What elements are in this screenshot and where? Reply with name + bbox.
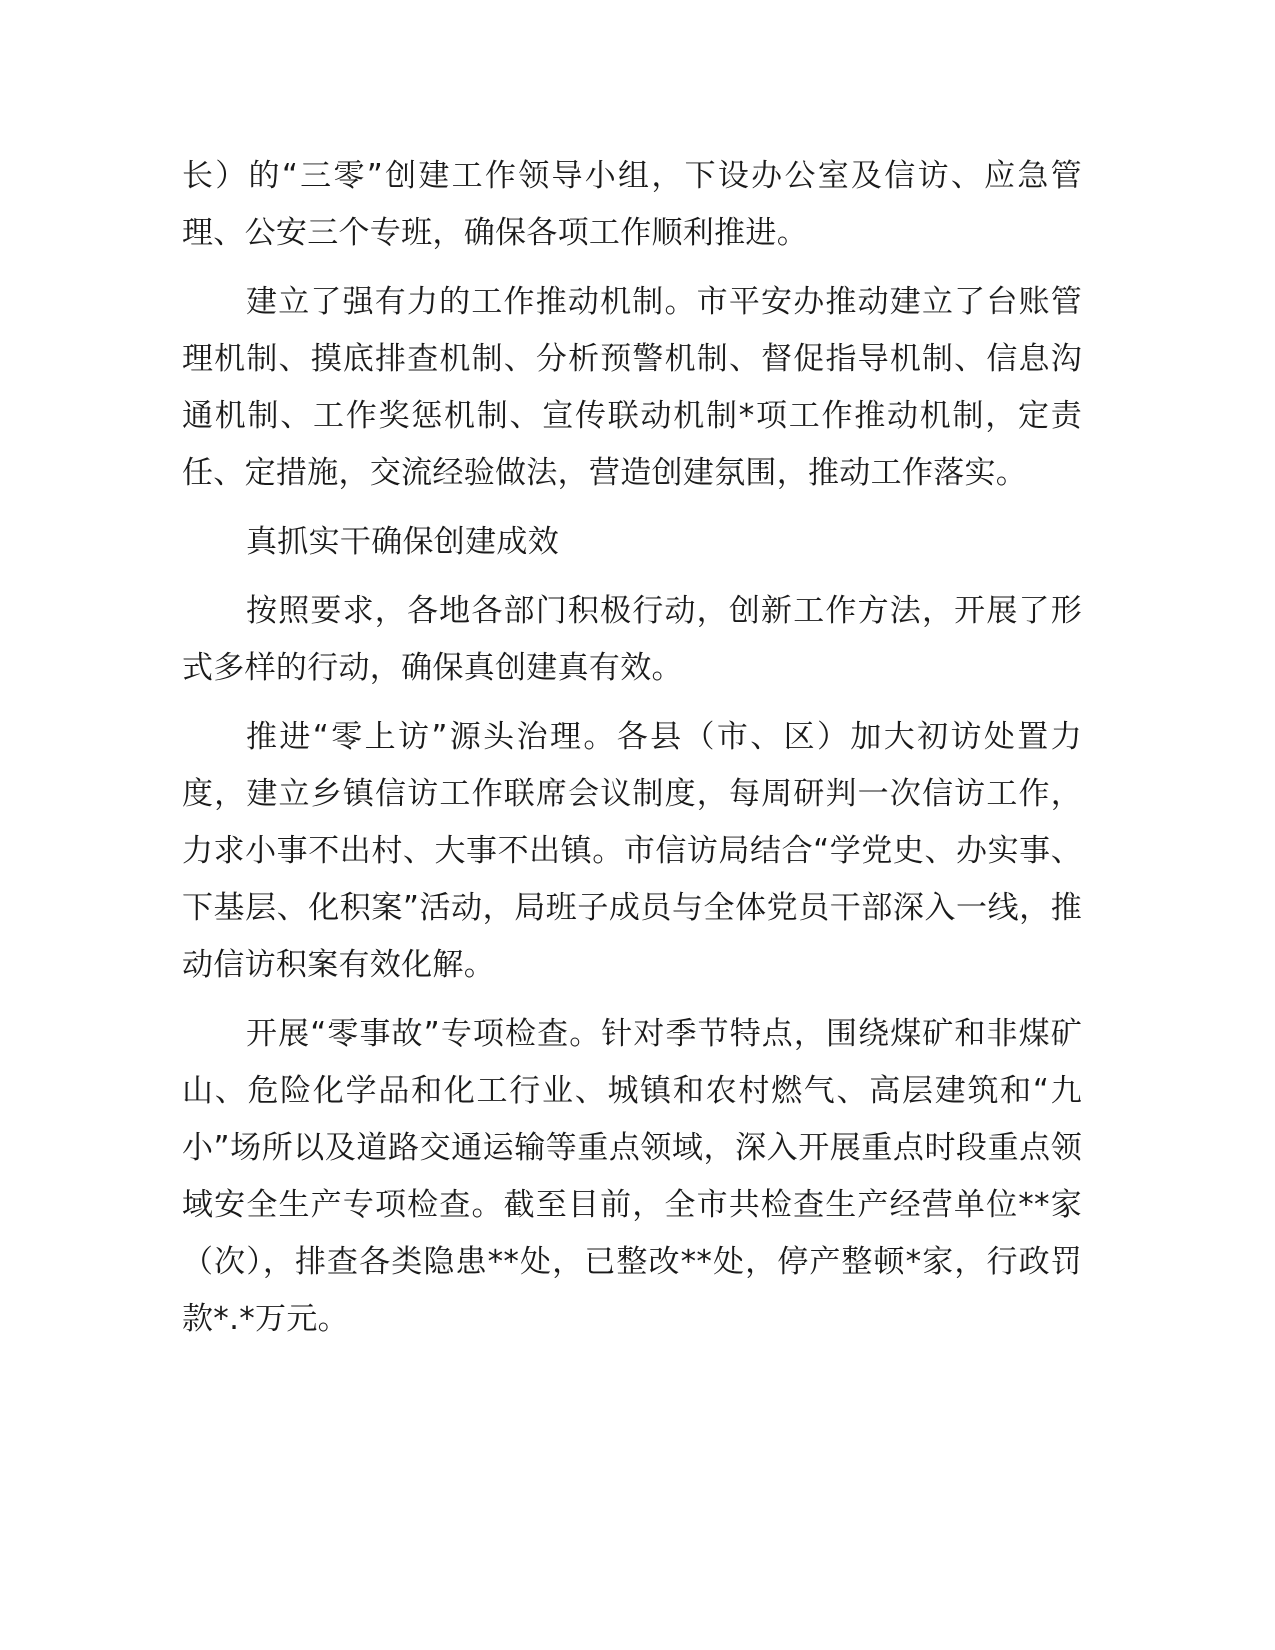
paragraph-continuation: 长）的“三零”创建工作领导小组，下设办公室及信访、应急管理、公安三个专班，确保各项工作顺利推进。 (182, 158, 1082, 251)
paragraph-zero-accident: 开展“零事故”专项检查。针对季节特点，围绕煤矿和非煤矿山、危险化学品和化工行业、城镇和农村燃气、高层建筑和“九小”场所以及道路交通运输等重点领域，深入开展重点时段重点领域安全生产专项检查。截至目前，全市共检查生产经营单位**家（次），排查各类隐患**处，已整改**处，停产整顿*家，行政罚款*.*万元。 (182, 1016, 1082, 1337)
paragraph-mechanism: 建立了强有力的工作推动机制。市平安办推动建立了台账管理机制、摸底排查机制、分析预警机制、督促指导机制、信息沟通机制、工作奖惩机制、宣传联动机制*项工作推动机制，定责任、定措施，交流经验做法，营造创建氛围，推动工作落实。 (182, 284, 1082, 491)
paragraph-requirements: 按照要求，各地各部门积极行动，创新工作方法，开展了形式多样的行动，确保真创建真有效。 (182, 593, 1082, 686)
paragraph-zero-petition: 推进“零上访”源头治理。各县（市、区）加大初访处置力度，建立乡镇信访工作联席会议制度，每周研判一次信访工作，力求小事不出村、大事不出镇。市信访局结合“学党史、办实事、下基层、化积案”活动，局班子成员与全体党员干部深入一线，推动信访积案有效化解。 (182, 719, 1082, 983)
document-page (182, 148, 1082, 1360)
section-heading: 真抓实干确保创建成效 (246, 524, 559, 560)
